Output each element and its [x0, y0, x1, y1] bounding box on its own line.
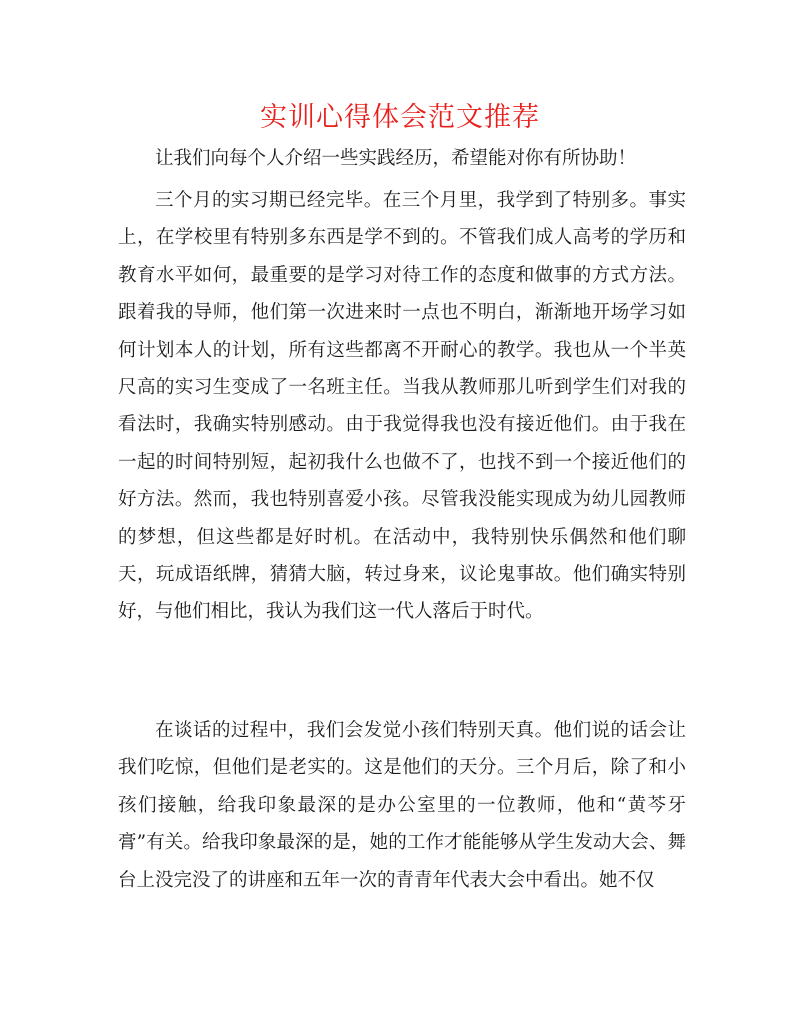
paragraph-conversation: 在谈话的过程中，我们会发觉小孩们特别天真。他们说的话会让我们吃惊，但他们是老实的。这是他们的天分。三个月后，除了和小孩们接触，给我印象最深的是办公室里的一位教师，他和“黄芩牙膏”有关。给我印象最深的是，她的工作才能能够从学生发动大会、舞台上没完没了的讲座和五年一次的青青年代表大会中看出。她不仅 [118, 720, 686, 891]
paragraph-intro: 让我们向每个人介绍一些实践经历，希望能对你有所协助！ [155, 148, 637, 169]
document-title: 实训心得体会范文推荐 [260, 102, 540, 133]
paragraph-internship: 三个月的实习期已经完毕。在三个月里，我学到了特别多。事实上，在学校里有特别多东西是学不到的。不管我们成人高考的学历和教育水平如何，最重要的是学习对待工作的态度和做事的方式方法。跟着我的导师，他们第一次进来时一点也不明白，渐渐地开场学习如何计划本人的计划，所有这些都离不开耐心的教学。我也从一个半英尺高的实习生变成了一名班主任。当我从教师那儿听到学生们对我的看法时，我确实特别感动。由于我觉得我也没有接近他们。由于我在一起的时间特别短，起初我什么也做不了，也找不到一个接近他们的好方法。然而，我也特别喜爱小孩。尽管我没能实现成为幼儿园教师的梦想，但这些都是好时机。在活动中，我特别快乐偶然和他们聊天，玩成语纸牌，猜猜大脑，转过身来，议论鬼事故。他们确实特别好，与他们相比，我认为我们这一代人落后于时代。 [118, 190, 686, 623]
